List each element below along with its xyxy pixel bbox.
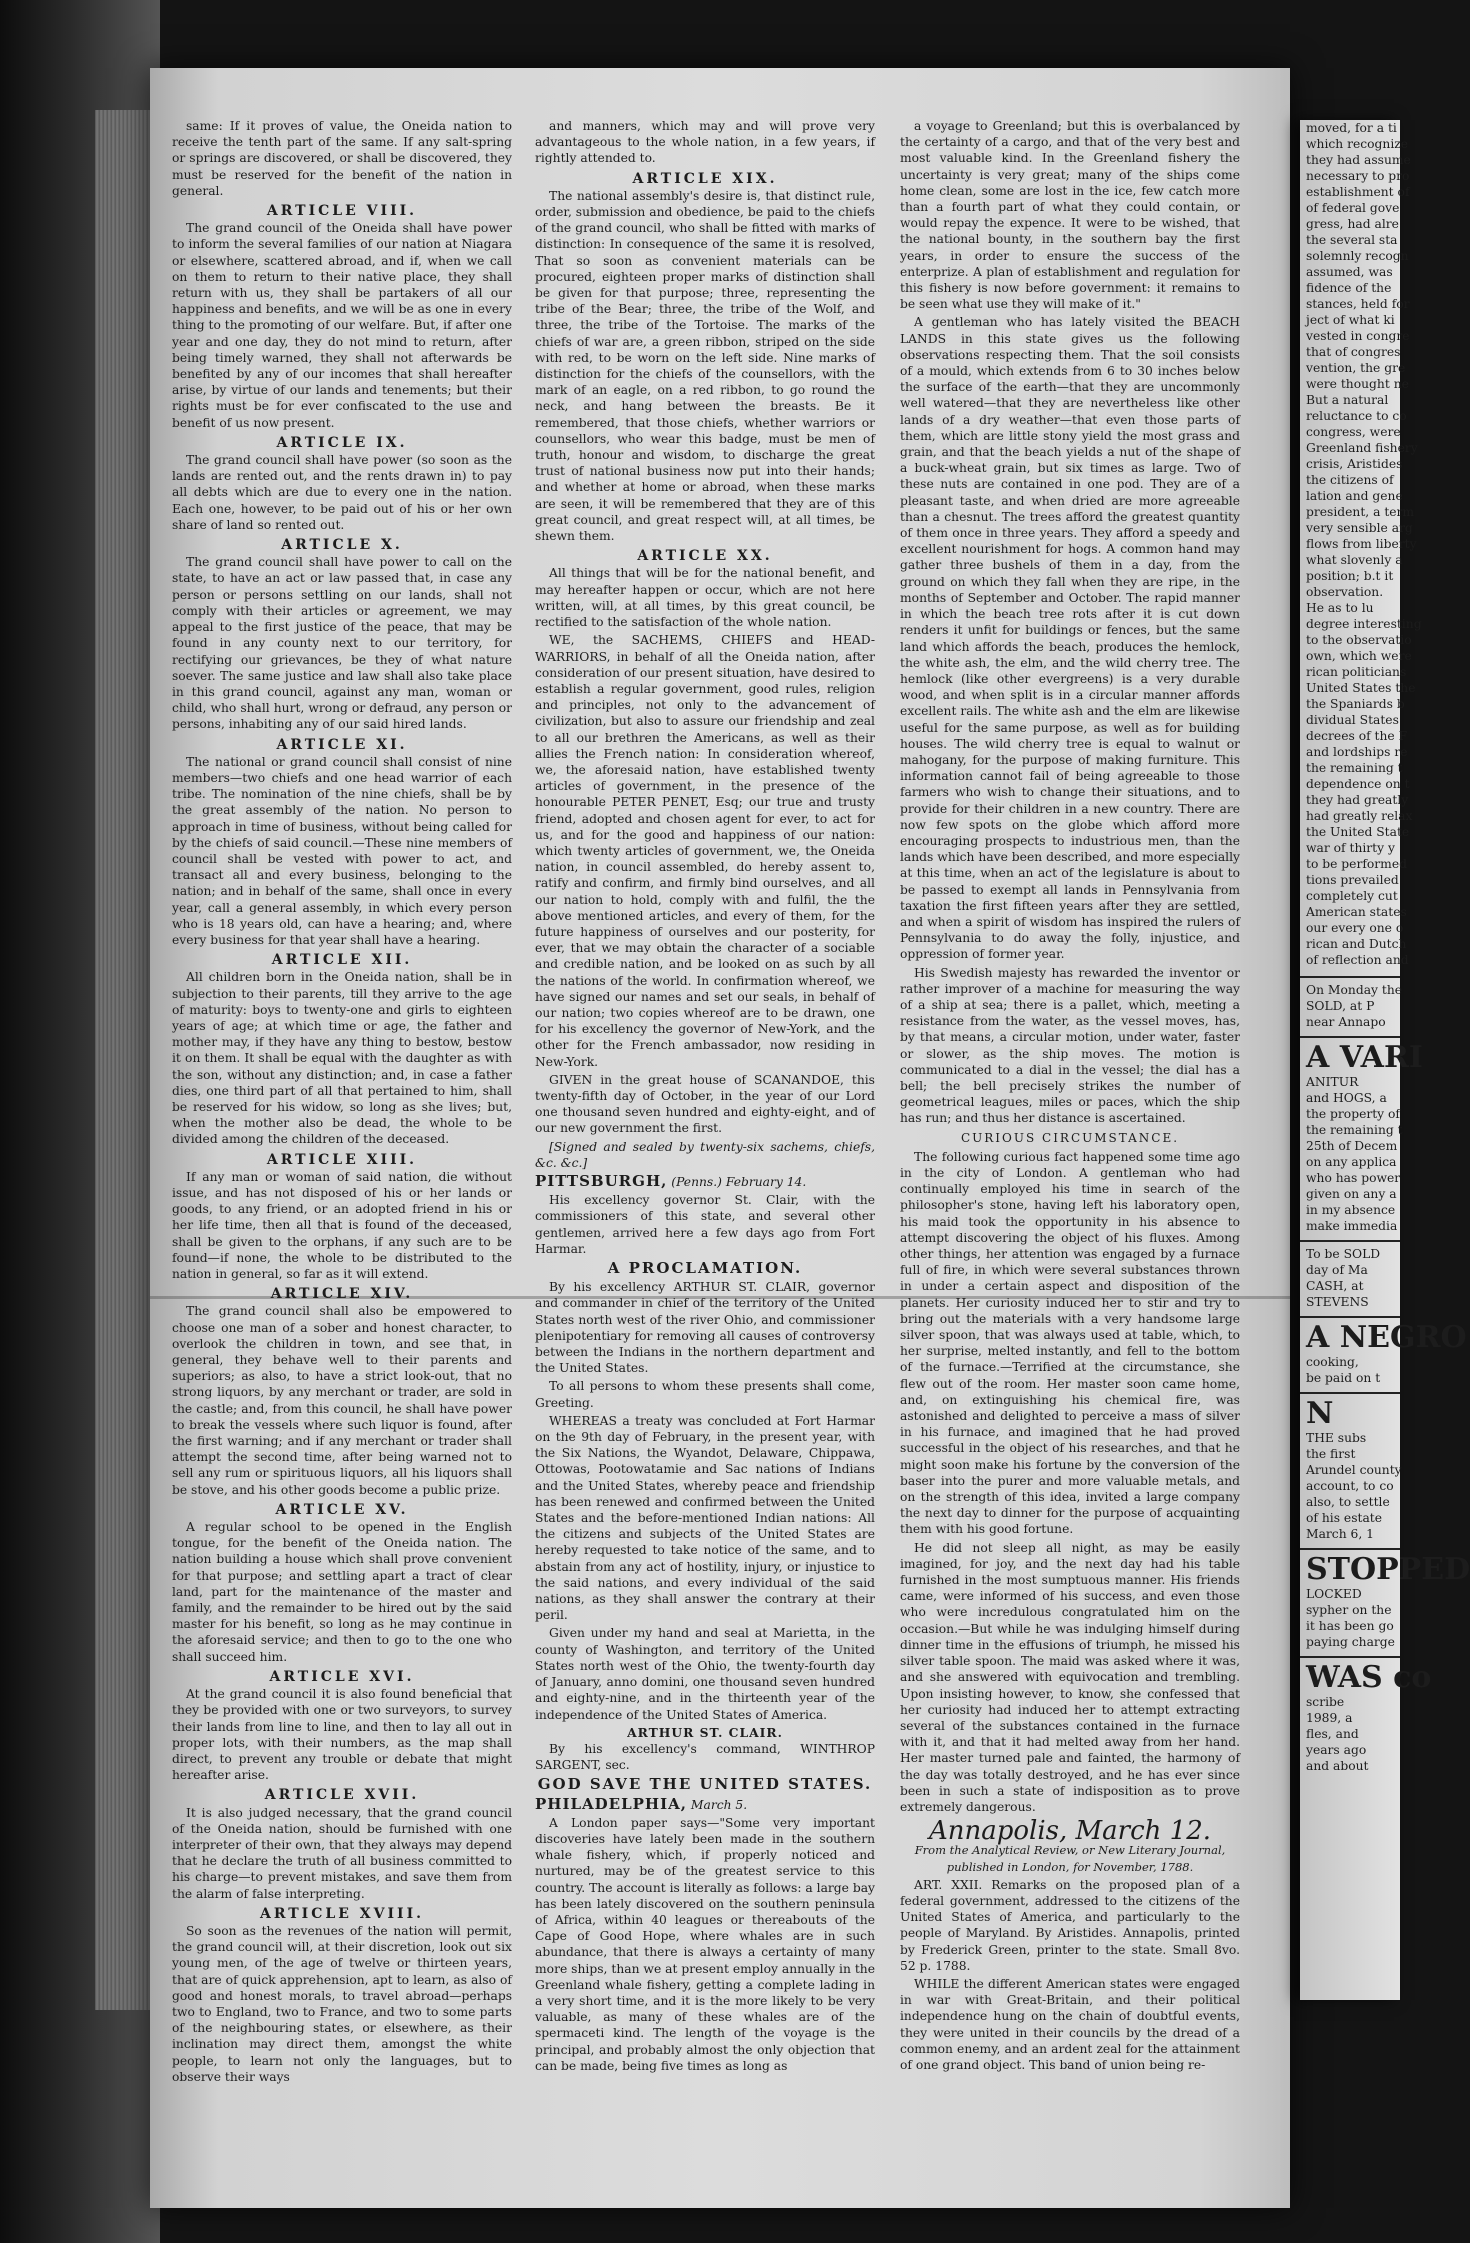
notice-line: day of Ma	[1306, 1263, 1368, 1277]
adjacent-text-line: of federal gove	[1306, 201, 1400, 215]
paragraph: A regular school to be opened in the English tongue, for the benefit of the Oneida nation. The nation building a house which shall prove convenient for that purpose; and settling apart a tract of clear land, part for the maintenance of the master and family, and the remainder to be hired out by the said master for his benefit, so long as he may continue in the aforesaid service; and then to go to the one who shall succeed him.	[172, 1520, 512, 1664]
paragraph: By his excellency ARTHUR ST. CLAIR, governor and commander in chief of the territory of the United States north west of the river Ohio, and commissioner plenipotentiary for removing all causes of controversy between the Indians in the northern department and the United States.	[535, 1280, 875, 1376]
adjacent-text-line: rican politicians	[1306, 665, 1407, 679]
notice-line: paying charge	[1306, 1635, 1395, 1649]
paragraph: All things that will be for the national benefit, and may hereafter happen or occur, which are not here written, will, at all times, by this great council, be rectified to the satisfaction of the whole nation.	[535, 566, 875, 630]
adjacent-text-line: our every one o	[1306, 921, 1404, 935]
article-heading: ARTICLE XII.	[271, 952, 413, 969]
notice-line: A VARI	[1306, 1040, 1423, 1075]
notice-line: LOCKED	[1306, 1587, 1362, 1601]
adjacent-text-line: tions prevailed	[1306, 873, 1399, 887]
notice-line: and HOGS, a	[1306, 1091, 1387, 1105]
paragraph: GIVEN in the great house of SCANANDOE, this twenty-fifth day of October, in the year of our Lord one thousand seven hundred and eighty-eight, and of our new government the first.	[535, 1072, 875, 1136]
adjacent-text-line: congress, were	[1306, 425, 1401, 439]
adjacent-page	[1300, 120, 1470, 2000]
notice-line: be paid on t	[1306, 1371, 1381, 1385]
article-heading: ARTICLE XV.	[275, 1501, 409, 1518]
notice-line: the property of	[1306, 1107, 1400, 1121]
notice-line: STEVENS	[1306, 1295, 1369, 1309]
adjacent-text-line: the United State	[1306, 825, 1410, 839]
dateline	[535, 1173, 875, 1190]
dateline-date: (Penns.) February 14.	[667, 1175, 807, 1189]
adjacent-text-line: ject of what ki	[1306, 313, 1395, 327]
adjacent-text-line: and lordships re	[1306, 745, 1408, 759]
notice-line: THE subs	[1306, 1431, 1367, 1445]
adjacent-text-line: fidence of the	[1306, 281, 1392, 295]
notice-line: of his estate	[1306, 1511, 1383, 1525]
adjacent-text-line: But a natural	[1306, 393, 1389, 407]
adjacent-text-line: what slovenly a	[1306, 553, 1403, 567]
dateline-place: PHILADELPHIA,	[535, 1794, 687, 1813]
notice-line: A NEGRO	[1306, 1320, 1467, 1355]
notice-line: ANITUR	[1306, 1075, 1359, 1089]
adjacent-text-line: decrees of the F	[1306, 729, 1408, 743]
adjacent-text-line: of reflection and	[1306, 953, 1409, 967]
column-3	[900, 118, 1240, 2188]
signature-note: [Signed and sealed by twenty-six sachems, chiefs, &c. &c.]	[535, 1139, 875, 1170]
article-heading: ARTICLE XIII.	[266, 1151, 418, 1168]
adjacent-text-line: position; b.t it	[1306, 569, 1394, 583]
notice-line: STOPPED	[1306, 1552, 1470, 1587]
notice-line: on any applica	[1306, 1155, 1397, 1169]
paragraph: His Swedish majesty has rewarded the inventor or rather improver of a machine for measuring the way of a ship at sea; there is a pallet, which, meeting a resistance from the water, as the vessel moves, has, by that means, a circular motion, under water, faster or slower, as the ship moves. The motion is communicated to a dial in the vessel; the dial has a bell; the bell precisely strikes the number of geometrical leagues, miles or paces, which the ship has run; and thus her distance is ascertained.	[900, 965, 1240, 1126]
adjacent-text-line: they had assume	[1306, 153, 1411, 167]
notice-line: who has power	[1306, 1171, 1401, 1185]
adjacent-text-line: degree interesting	[1306, 617, 1422, 631]
paragraph: The national or grand council shall consist of nine members—two chiefs and one head warrior of each tribe. The nomination of the nine chiefs, shall be by the great assembly of the nation. No person to approach in time of business, without being called for by the chiefs of said council.—These nine members of council shall be vested with power to act, and transact all and every business, belonging to the nation; and in behalf of the same, shall once in every year, call a general assembly, in which every person who is 18 years old, can have a hearing; and, where every business for that year shall have a hearing.	[172, 754, 512, 947]
adjacent-text-line: vested in congre	[1306, 329, 1410, 343]
article-heading: ARTICLE VIII.	[266, 203, 418, 220]
adjacent-text-line: that of congres	[1306, 345, 1401, 359]
notice-line: SOLD, at P	[1306, 999, 1375, 1013]
article-heading: ARTICLE IX.	[276, 434, 408, 451]
notice-line: it has been go	[1306, 1619, 1394, 1633]
adjacent-text-line: flows from liberty	[1306, 537, 1417, 551]
notice-divider	[1300, 976, 1400, 978]
adjacent-text-line: they had greatly	[1306, 793, 1409, 807]
adjacent-text-line: American states	[1306, 905, 1407, 919]
paragraph: WHEREAS a treaty was concluded at Fort Harmar on the 9th day of February, in the present year, with the Six Nations, the Wyandot, Delaware, Chippawa, Ottowas, Pootowatamie and Sac nations of Indians and the United States, whereby peace and friendship has been renewed and confirmed between the United States and the before-mentioned Indian nations: All the citizens and subjects of the United States are hereby requested to take notice of the same, and to abstain from any act of hostility, injury, or injustice to the said nations, and every individual of the said nations, as they shall answer the contrary at their peril.	[535, 1413, 875, 1623]
adjacent-text-line: lation and gene	[1306, 489, 1403, 503]
paragraph: ART. XXII. Remarks on the proposed plan of a federal government, addressed to the citizens of the United States of America, and particularly to the people of Maryland. By Aristides. Annapolis, printed by Frederick Green, printer to the state. Small 8vo. 52 p. 1788.	[900, 1877, 1240, 1973]
dateline-date: March 5.	[686, 1797, 748, 1812]
notice-line: fles, and	[1306, 1727, 1359, 1741]
paragraph: The grand council shall have power (so soon as the lands are rented out, and the rents drawn in) to pay all debts which are due to every one in the nation. Each one, however, to be paid out of his or her own share of land so rented out.	[172, 453, 512, 532]
adjacent-text-line: Greenland fishery	[1306, 441, 1418, 455]
paragraph: a voyage to Greenland; but this is overbalanced by the certainty of a cargo, and that of the very best and most valuable kind. In the Greenland fishery the uncertainty is very great; many of the ships come home clean, some are lost in the ice, few catch more than a fourth part of what they could contain, or would repay the expence. It were to be wished, that the national bounty, in the southern bay the first years, in order to ensure the success of the enterprize. A plan of establishment and regulation for this fishery is now before government: it remains to be seen what use they will make of it."	[900, 119, 1240, 312]
paragraph: He did not sleep all night, as may be easily imagined, for joy, and the next day had his table furnished in the most sumptuous manner. His friends came, were informed of his success, and even those who were incredulous congratulated him on the occasion.—But while he was indulging himself during dinner time in the effusions of triumph, he missed his silver table spoon. The maid was asked where it was, and she answered with equivocation and trembling. Upon insisting however, to know, she confessed that her curiosity had induced her to attempt extracting several of the substances contained in the furnace with it, and that it had melted away from her hand. Her master turned pale and fainted, the harmony of the day was totally destroyed, and he has ever since been in such a state of indisposition as to prove extremely dangerous.	[900, 1540, 1240, 1814]
adjacent-text-line: United States the	[1306, 681, 1416, 695]
article-heading: ARTICLE XIV.	[270, 1286, 414, 1303]
adjacent-text-line: gress, had alre	[1306, 217, 1399, 231]
notice-line: given on any a	[1306, 1187, 1397, 1201]
paragraph: By his excellency's command, WINTHROP SARGENT, sec.	[535, 1741, 875, 1773]
dateline	[535, 1796, 875, 1813]
column-2	[535, 118, 875, 2188]
adjacent-text-line: the several sta	[1306, 233, 1398, 247]
notice-line: 25th of Decem	[1306, 1139, 1398, 1153]
article-heading: ARTICLE X.	[281, 537, 403, 554]
notice-line: in my absence	[1306, 1203, 1396, 1217]
adjacent-text-line: moved, for a ti	[1306, 121, 1397, 135]
notice-line: the remaining t	[1306, 1123, 1403, 1137]
notice-line: Arundel county	[1306, 1463, 1402, 1477]
adjacent-text-line: assumed, was	[1306, 265, 1393, 279]
paragraph: and manners, which may and will prove very advantageous to the whole nation, in a few years, if rightly attended to.	[535, 119, 875, 166]
notice-line: make immedia	[1306, 1219, 1398, 1233]
paragraph: Given under my hand and seal at Marietta, in the county of Washington, and territory of the United States north west of the Ohio, the twenty-fourth day of January, anno domini, one thousand seven hundred and eighty-nine, and in the thirteenth year of the independence of the United States of America.	[535, 1626, 875, 1722]
adjacent-text-line: crisis, Aristides	[1306, 457, 1403, 471]
notice-line: and about	[1306, 1759, 1369, 1773]
adjacent-text-line: president, a term	[1306, 505, 1415, 519]
adjacent-text-line: reluctance to co	[1306, 409, 1407, 423]
paragraph: The grand council of the Oneida shall have power to inform the several families of our nation at Niagara or elsewhere, scattered abroad, and if, when we call on them to return to their native place, they shall return with us, they shall be partakers of all our happiness and benefits, and we will be as one in every thing to the promoting of our welfare. But, if after one year and one day, they do not mind to return, after being timely warned, they shall not afterwards be benefited by any of our incomes that shall hereafter arise, by virtue of our lands and tenements; but their rights must be for ever confiscated to the use and benefit of us now present.	[172, 221, 512, 430]
notice-line: To be SOLD	[1306, 1247, 1381, 1261]
paragraph: A London paper says—"Some very important discoveries have lately been made in the southern whale fishery, which, if properly noticed and nurtured, may be of the greatest service to this country. The account is literally as follows: a large bay has been lately discovered on the southern peninsula of Africa, within 40 leagues or thereabouts of the Cape of Good Hope, where whales are in such abundance, that there is always a certainty of many more ships, than we at present employ annually in the Greenland whale fishery, getting a complete lading in a very short time, and it is the more likely to be very valuable, as many of these whales are of the spermaceti kind. The length of the voyage is the principal, and probably almost the only objection that can be made, being five times as long as	[535, 1815, 876, 2073]
paragraph: same: If it proves of value, the Oneida nation to receive the tenth part of the same. If any salt-spring or springs are discovered, or shall be discovered, they must be reserved for the benefit of the nation in general.	[172, 119, 512, 198]
notice-line: account, to co	[1306, 1479, 1394, 1493]
adjacent-text-line: rican and Dutch	[1306, 937, 1407, 951]
adjacent-text-line: which recognize	[1306, 137, 1409, 151]
section-title: CURIOUS CIRCUMSTANCE.	[960, 1130, 1180, 1145]
article-heading: ARTICLE XVI.	[269, 1668, 415, 1685]
notice-divider	[1300, 1316, 1400, 1318]
notice-line: near Annapo	[1306, 1015, 1386, 1029]
adjacent-text-line: to be performed	[1306, 857, 1407, 871]
article-heading: ARTICLE XI.	[276, 736, 408, 753]
article-heading: ARTICLE XVII.	[264, 1787, 420, 1804]
adjacent-text-line: observation.	[1306, 585, 1384, 599]
adjacent-text-line: to the observatio	[1306, 633, 1412, 647]
notice-line: On Monday the	[1306, 983, 1403, 997]
notice-line: sypher on the	[1306, 1603, 1392, 1617]
notice-divider	[1300, 1392, 1400, 1394]
notice-line: N	[1306, 1396, 1334, 1431]
paragraph: It is also judged necessary, that the grand council of the Oneida nation, should be furnished with one interpreter of their own, that they always may depend that he declare the truth of all business committed to his charge—to prevent mistakes, and save them from the alarm of false interpreting.	[172, 1805, 512, 1901]
column-1	[172, 118, 512, 2188]
article-heading: ARTICLE XVIII.	[260, 1905, 424, 1922]
dateline-heading: Annapolis, March 12.	[928, 1816, 1212, 1847]
paragraph: All children born in the Oneida nation, shall be in subjection to their parents, till they arrive to the age of maturity: boys to twenty-one and girls to eighteen years of age; at which time or age, the father and mother may, if they have any thing to bestow, bestow it on them. It shall be equal with the daughter as with the son, without any distinction; and, in case a father dies, one third part of all that pertained to him, shall be reserved for his widow, so long as she lives; but, when the mother also be dead, the whole to be divided among the children of the deceased.	[172, 970, 512, 1147]
adjacent-text-line: the remaining t	[1306, 761, 1403, 775]
paragraph: If any man or woman of said nation, die without issue, and has not disposed of his or her lands or goods, to any friend, or an adopted friend in his or her life time, then all that is found of the deceased, shall be given to the orphans, if any such are to be found—if none, the whole to be distributed to the nation in general, so far as it will extend.	[172, 1169, 512, 1282]
adjacent-text-line: vention, the gre	[1306, 361, 1406, 375]
adjacent-text-line: completely cut	[1306, 889, 1398, 903]
adjacent-text-line: the Spaniards b	[1306, 697, 1405, 711]
paragraph: The grand council shall have power to call on the state, to have an act or law passed that, in case any person or persons settling on our lands, shall not comply with their articles or agreement, we may appeal to the first justice of the peace, that may be found in any county next to our territory, for rectifying our grievances, be they of what nature soever. The same justice and law shall also take place in this grand council, against any man, woman or child, who shall hurt, wrong or defraud, any person or persons, inhabiting any of our said hired lands.	[172, 555, 512, 732]
notice-line: scribe	[1306, 1695, 1345, 1709]
adjacent-text-line: necessary to pro	[1306, 169, 1410, 183]
adjacent-text-line: had greatly relax	[1306, 809, 1413, 823]
paragraph: To all persons to whom these presents shall come, Greeting.	[535, 1379, 875, 1410]
adjacent-text-line: He as to lu	[1306, 601, 1374, 615]
notice-line: CASH, at	[1306, 1279, 1364, 1293]
notice-line: the first	[1306, 1447, 1356, 1461]
article-heading: ARTICLE XX.	[637, 548, 773, 565]
adjacent-text-line: very sensible arg	[1306, 521, 1413, 535]
paragraph: So soon as the revenues of the nation will permit, the grand council will, at their discretion, look out six young men, of the age of twelve or thirteen years, that are of quick apprehension, apt to learn, as also of good and honest morals, to travel abroad—perhaps two to England, two to France, and two to some parts of the neighbouring states, or elsewhere, as their inclination may direct them, amongst the white people, to learn not only the languages, but to observe their ways	[172, 1923, 512, 2084]
article-heading: ARTICLE XIX.	[632, 170, 778, 187]
paragraph: The national assembly's desire is, that distinct rule, order, submission and obedience, be paid to the chiefs of the grand council, who shall be fitted with marks of distinction: In consequence of the same it is resolved, That so soon as convenient materials can be procured, eighteen proper marks of distinction shall be given for that purpose; three, representing the tribe of the Bear; three, the tribe of the Wolf, and three, the tribe of the Tortoise. The marks of the chiefs of war are, a green ribbon, striped on the side with red, to be worn on the left side. Nine marks of distinction for the chiefs of the counsellors, with the mark of an eagle, on a red ribbon, to go round the neck, and hang between the breasts. Be it remembered, that those chiefs, whether warriors or counsellors, who wear this badge, must be men of truth, honour and wisdom, to discharge the great trust of national business now put into their hands; and whether at home or abroad, when these marks are seen, it will be remembered that they are of this great council, and great respect will, at all times, be shewn them.	[535, 188, 875, 544]
signature: ARTHUR ST. CLAIR.	[627, 1724, 783, 1740]
adjacent-text-line: the citizens of	[1306, 473, 1394, 487]
section-title: A PROCLAMATION.	[607, 1259, 803, 1278]
paragraph: WE, the SACHEMS, CHIEFS and HEAD-WARRIORS, in behalf of all the Oneida nation, after consideration of our present situation, have desired to establish a regular government, good rules, religion and principles, not only to the advancement of civilization, but also to assure our friendship and zeal to all our brethren the Americans, as well as their allies the French nation: In consideration whereof, we, the aforesaid nation, have established twenty articles of government, in the presence of the honourable PETER PENET, Esq; our true and trusty friend, adopted and chosen agent for ever, to act for us, and for the good and happiness of our nation: which twenty articles of government, we, the Oneida nation, in council assembled, do hereby assent to, ratify and confirm, and firmly bind ourselves, and all our nation to hold, comply with and fulfil, the the above mentioned articles, and every of them, for the future happiness of ourselves and our posterity, for ever, that we may obtain the character of a sociable and credible nation, and be looked on as such by all the nations of the world. In confirmation whereof, we have signed our names and set our seals, in behalf of our nation; two copies whereof are to be drawn, one for his excellency the governor of New-York, and the other for the French ambassador, now residing in New-York.	[535, 633, 875, 1069]
section-title: GOD SAVE THE UNITED STATES.	[537, 1775, 873, 1794]
notice-divider	[1300, 1036, 1400, 1038]
paragraph: The following curious fact happened some time ago in the city of London. A gentleman who had continually employed his time in search of the philosopher's stone, having left his laboratory open, his maid took the opportunity in his absence to attempt discovering the object of his fluxes. Among other things, her attention was engaged by a furnace full of fire, in which were several substances thrown in under a certain aspect and disposition of the planets. Her curiosity induced her to stir and try to bring out the materials with a very handsome large silver spoon, that was always used at table, which, to her surprise, melted instantly, and fell to the bottom of the furnace.—Terrified at the circumstance, she flew out of the room. Her master soon came home, and, on extinguishing his chemical fire, was astonished and delighted to perceive a mass of silver in his furnace, and imagined that he had proved successful in the object of his researches, and that he might soon make his fortune by the conversion of the baser into the purer and more valuable metals, and on the strength of this idea, invited a large company the next day to dinner for the purpose of acquainting them with his good fortune.	[900, 1149, 1240, 1537]
notice-line: 1989, a	[1306, 1711, 1353, 1725]
newspaper-page	[150, 68, 1290, 2208]
adjacent-text-line: dependence on t	[1306, 777, 1410, 791]
notice-line: years ago	[1306, 1743, 1367, 1757]
adjacent-text-line: were thought ne	[1306, 377, 1409, 391]
paragraph: WHILE the different American states were engaged in war with Great-Britain, and their political independence hung on the chain of doubtful events, they were united in their councils by the dread of a common enemy, and an ardent zeal for the attainment of one grand object. This band of union being re-	[900, 1976, 1240, 2072]
adjacent-text-line: dividual States	[1306, 713, 1399, 727]
notice-line: March 6, 1	[1306, 1527, 1374, 1541]
paragraph: A gentleman who has lately visited the BEACH LANDS in this state gives us the following observations respecting them. That the soil consists of a mould, which extends from 6 to 30 inches below the surface of the earth—that they are uncommonly well watered—that they are nevertheless like other lands of a dry weather—that even those parts of them, which are little stony yield the most grass and grain, and that the beach yields a nut of the shape of a buck-wheat grain, but six times as large. Two of these nuts are contained in one pod. They are of a pleasant taste, and when dried are more agreeable than a chesnut. The trees afford the greatest quantity of them once in three years. They afford a speedy and excellent nourishment for hogs. A common hand may gather three bushels of them in a day, from the ground on which they fall when they are ripe, in the months of September and October. The rapid manner in which the beach tree rots after it is cut down renders it unfit for buildings or fences, but the same land which affords the beach, produces the hemlock, the white ash, the elm, and the wild cherry tree. The hemlock (like other evergreens) is a very durable wood, and when split is in a circular manner affords excellent rails. The white ash and the elm are likewise useful for the same purpose, as well as for building houses. The wild cherry tree is equal to walnut or mahogany, for the purpose of making furniture. This information cannot fail of being agreeable to those farmers who wish to change their situations, and to provide for their children in a new country. There are now few spots on the globe which afford more encouraging prospects to industrious men, than the lands which have been described, and more especially at this time, when an act of the legislature is about to be passed to exempt all lands in Pennsylvania from taxation the first fifteen years after they are settled, and when a spirit of wisdom has inspired the rulers of Pennsylvania to do away the folly, injustice, and oppression of former year.	[900, 315, 1240, 962]
adjacent-text-line: stances, held for	[1306, 297, 1410, 311]
adjacent-text-line: war of thirty y	[1306, 841, 1395, 855]
paragraph: His excellency governor St. Clair, with the commissioners of this state, and several other gentlemen, arrived here a few days ago from Fort Harmar.	[535, 1193, 875, 1256]
notice-line: WAS co	[1306, 1660, 1432, 1695]
paragraph: The grand council shall also be empowered to choose one man of a sober and honest character, to overlook the children in town, and see that, in general, they behave well to their parents and superiors; as also, to have a strict look-out, that no strong liquors, by any merchant or trader, are sold in the castle; and, from this council, he shall have power to break the vessels where such liquor is found, after the first warning; and if any merchant or trader shall attempt the second time, after being warned not to sell any rum or spirituous liquors, all his liquors shall be stove, and his other goods become a public prize.	[172, 1304, 512, 1497]
adjacent-text-line: solemnly recogn	[1306, 249, 1409, 263]
notice-divider	[1300, 1240, 1400, 1242]
notice-line: also, to settle	[1306, 1495, 1390, 1509]
notice-divider	[1300, 1656, 1400, 1658]
notice-divider	[1300, 1548, 1400, 1550]
notice-line: cooking,	[1306, 1355, 1359, 1369]
review-source: From the Analytical Review, or New Literary Journal, published in London, for November, 1788.	[914, 1843, 1226, 1874]
paragraph: At the grand council it is also found beneficial that they be provided with one or two surveyors, to survey their lands from line to line, and then to lay all out in proper lots, with their numbers, as the map shall direct, to prevent any trouble or debate that might hereafter arise.	[172, 1687, 512, 1783]
adjacent-text-line: own, which were	[1306, 649, 1412, 663]
dateline-place: PITTSBURGH,	[535, 1172, 668, 1190]
adjacent-text-line: establishment of	[1306, 185, 1410, 199]
